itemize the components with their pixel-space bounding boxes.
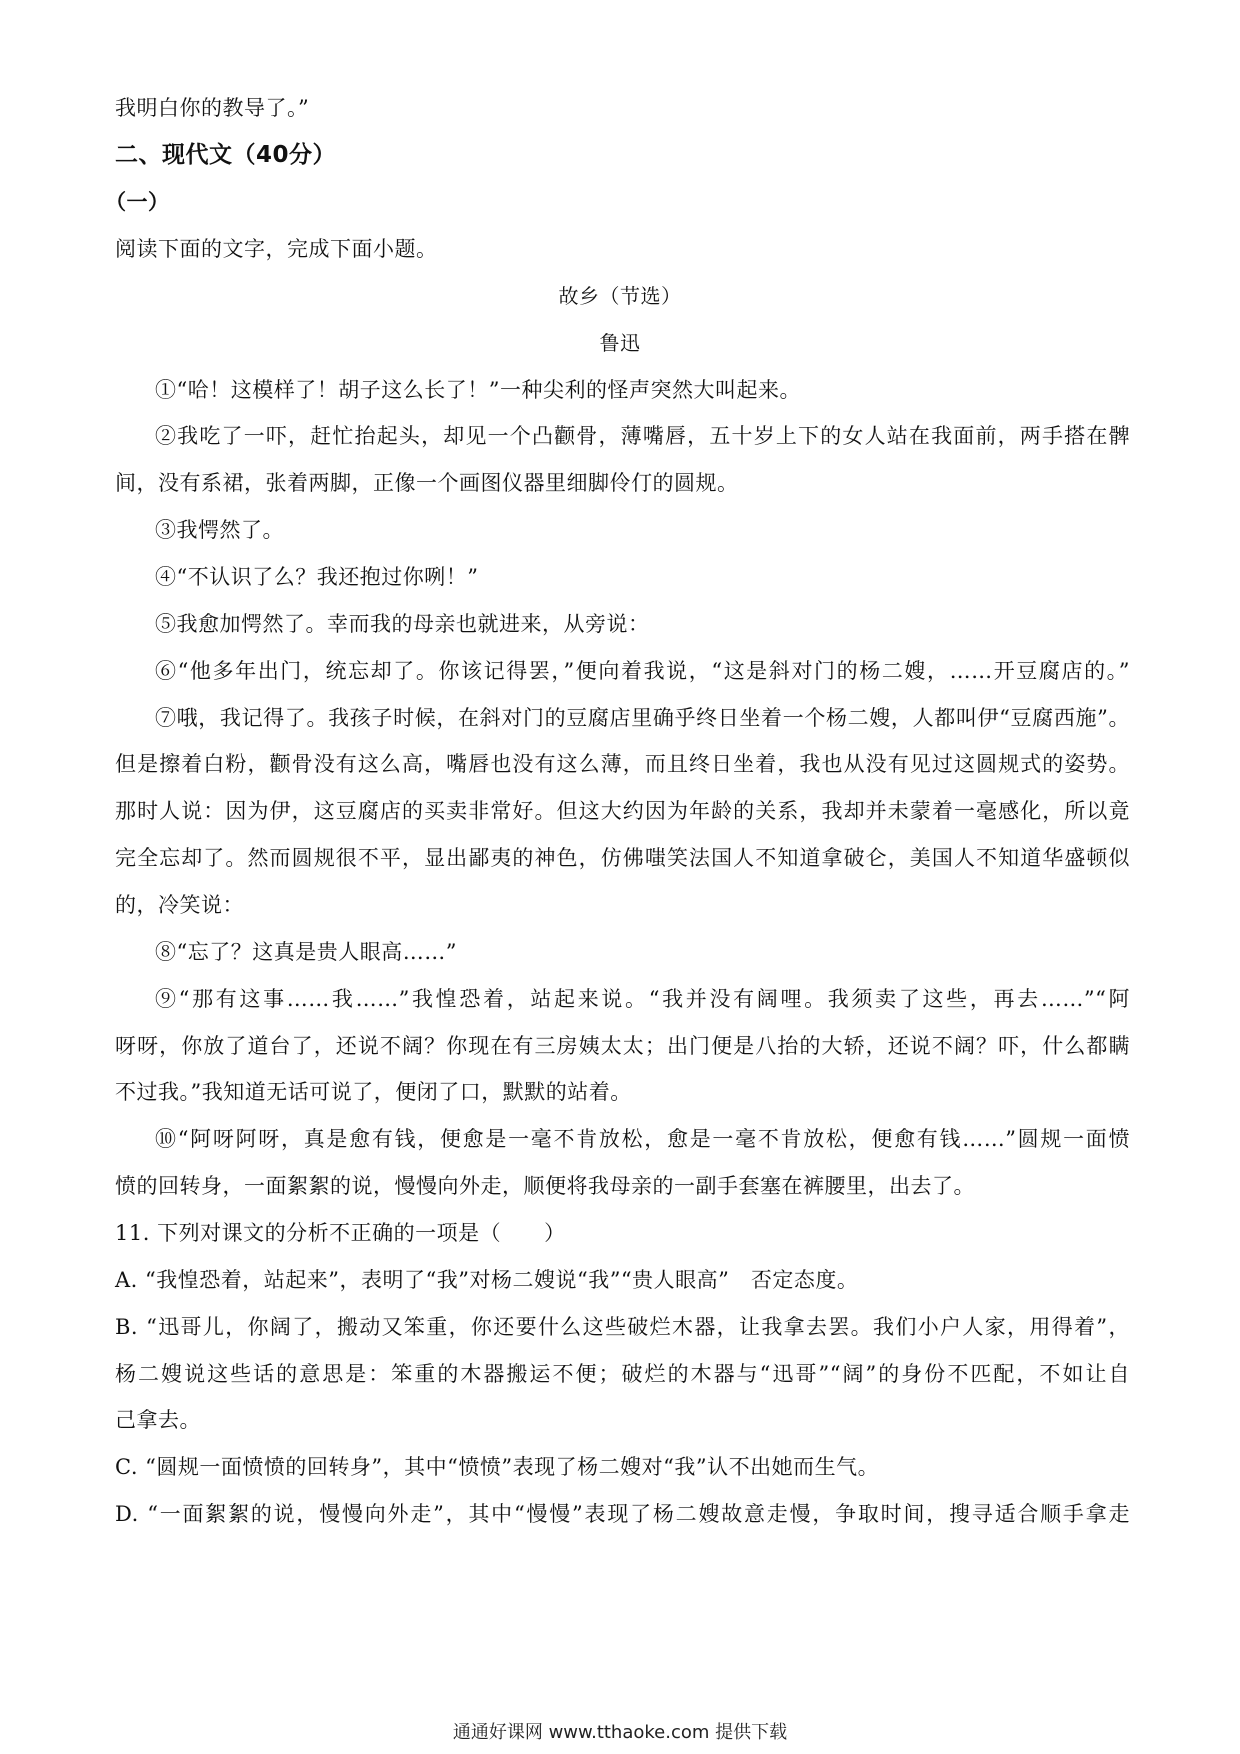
article-line: 那时人说：因为伊，这豆腐店的买卖非常好。但这大约因为年龄的关系，我却并未蒙着一毫感化，所以竟 [115, 799, 1130, 823]
option-b: B. “迅哥儿，你阔了，搬动又笨重，你还要什么这些破烂木器，让我拿去罢。我们小户人家，用得着”， [115, 1315, 1130, 1339]
article-line: ⑨“那有这事……我……”我惶恐着，站起来说。“我并没有阔哩。我须卖了这些，再去……”“阿 [155, 987, 1130, 1011]
article-line: ⑤我愈加愕然了。幸而我的母亲也就进来，从旁说： [155, 612, 650, 636]
article-line: 但是擦着白粉，颧骨没有这么高，嘴唇也没有这么薄，而且终日坐着，我也从没有见过这圆规式的姿势。 [115, 752, 1130, 776]
article-line: ①“哈！这模样了！胡子这么长了！”一种尖利的怪声突然大叫起来。 [155, 378, 801, 402]
option-c: C. “圆规一面愤愤的回转身”，其中“愤愤”表现了杨二嫂对“我”认不出她而生气。 [115, 1455, 880, 1479]
article-line: ④“不认识了么？我还抱过你咧！” [155, 565, 479, 589]
article-line: 完全忘却了。然而圆规很不平，显出鄙夷的神色，仿佛嗤笑法国人不知道拿破仑，美国人不知道华盛顿似 [115, 846, 1130, 870]
article-line: 的，冷笑说： [115, 893, 244, 917]
section-heading: 二、现代文（40分） [115, 142, 337, 168]
question-stem: 11. 下列对课文的分析不正确的一项是（ ） [115, 1221, 566, 1245]
intro-tail: 我明白你的教导了。” [115, 96, 310, 120]
article-author: 鲁迅 [599, 331, 641, 355]
article-title: 故乡（节选） [558, 284, 682, 308]
option-b-cont: 己拿去。 [115, 1408, 201, 1432]
article-line: ②我吃了一吓，赶忙抬起头，却见一个凸颧骨，薄嘴唇，五十岁上下的女人站在我面前，两手搭在髀 [155, 424, 1130, 448]
article-line: ③我愕然了。 [155, 518, 284, 542]
article-line: ⑧“忘了？这真是贵人眼高……” [155, 940, 457, 964]
reading-instruction: 阅读下面的文字，完成下面小题。 [115, 237, 438, 261]
article-line: ⑩“阿呀阿呀，真是愈有钱，便愈是一毫不肯放松，愈是一毫不肯放松，便愈有钱……”圆规一面愤 [155, 1127, 1130, 1151]
article-line: ⑦哦，我记得了。我孩子时候，在斜对门的豆腐店里确乎终日坐着一个杨二嫂，人都叫伊“豆腐西施”。 [155, 706, 1130, 730]
article-line: 呀呀，你放了道台了，还说不阔？你现在有三房姨太太；出门便是八抬的大轿，还说不阔？吓，什么都瞒 [115, 1034, 1130, 1058]
article-line: 不过我。”我知道无话可说了，便闭了口，默默的站着。 [115, 1080, 632, 1104]
option-d: D. “一面絮絮的说，慢慢向外走”，其中“慢慢”表现了杨二嫂故意走慢，争取时间，搜寻适合顺手拿走 [115, 1502, 1130, 1526]
article-line: 愤的回转身，一面絮絮的说，慢慢向外走，顺便将我母亲的一副手套塞在裤腰里，出去了。 [115, 1174, 975, 1198]
option-b-cont: 杨二嫂说这些话的意思是：笨重的木器搬运不便；破烂的木器与“迅哥”“阔”的身份不匹配，不如让自 [115, 1362, 1130, 1386]
footer-watermark: 通通好课网 www.tthaoke.com 提供下载 [452, 1722, 788, 1743]
option-a: A. “我惶恐着，站起来”，表明了“我”对杨二嫂说“我”“贵人眼高” 否定态度。 [115, 1268, 859, 1292]
subsection-label: （一） [105, 190, 170, 214]
article-line: 间，没有系裙，张着两脚，正像一个画图仪器里细脚伶仃的圆规。 [115, 471, 739, 495]
article-line: ⑥“他多年出门，统忘却了。你该记得罢，”便向着我说，“这是斜对门的杨二嫂，……开豆腐店的。” [155, 659, 1130, 683]
